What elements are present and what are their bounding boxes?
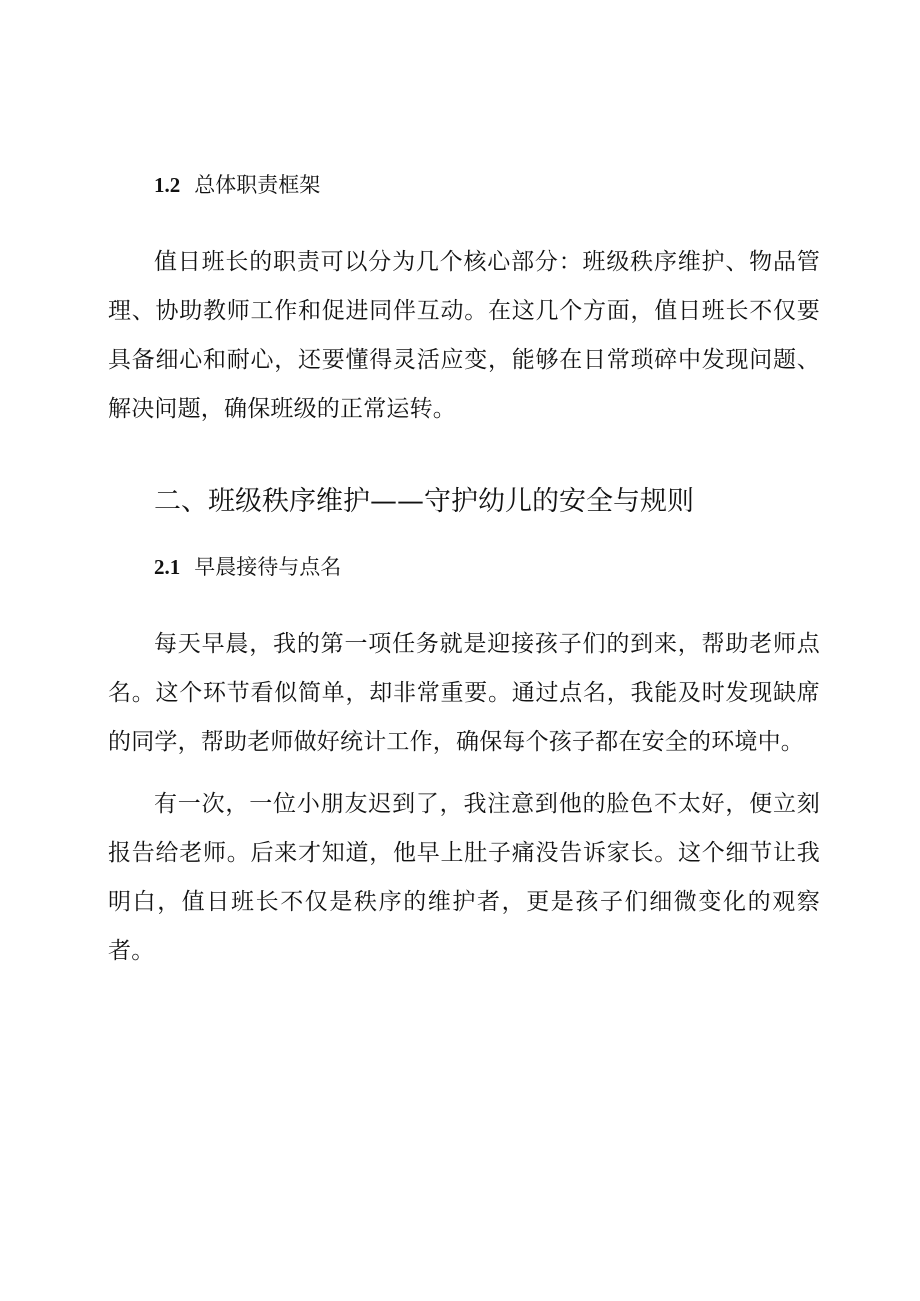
subsection-title: 总体职责框架 [194,173,321,197]
paragraph-responsibility-framework: 值日班长的职责可以分为几个核心部分：班级秩序维护、物品管理、协助教师工作和促进同伴互动。在这几个方面，值日班长不仅要具备细心和耐心，还要懂得灵活应变，能够在日常琐碎中发现问题、解决问题，确保班级的正常运转。 [108,249,820,422]
subsection-heading-1-2 [154,170,820,200]
document-body [108,170,820,976]
subsection-heading-2-1 [154,552,820,582]
paragraph-morning-rollcall: 每天早晨，我的第一项任务就是迎接孩子们的到来，帮助老师点名。这个环节看似简单，却非常重要。通过点名，我能及时发现缺席的同学，帮助老师做好统计工作，确保每个孩子都在安全的环境中。 [108,631,820,755]
subsection-number: 2.1 [154,555,181,579]
section-heading-2: 二、班级秩序维护——守护幼儿的安全与规则 [154,486,694,517]
paragraph-late-child-story: 有一次，一位小朋友迟到了，我注意到他的脸色不太好，便立刻报告给老师。后来才知道，他早上肚子痛没告诉家长。这个细节让我明白，值日班长不仅是秩序的维护者，更是孩子们细微变化的观察者。 [108,791,820,964]
subsection-number: 1.2 [154,173,181,197]
subsection-title: 早晨接待与点名 [194,555,342,579]
